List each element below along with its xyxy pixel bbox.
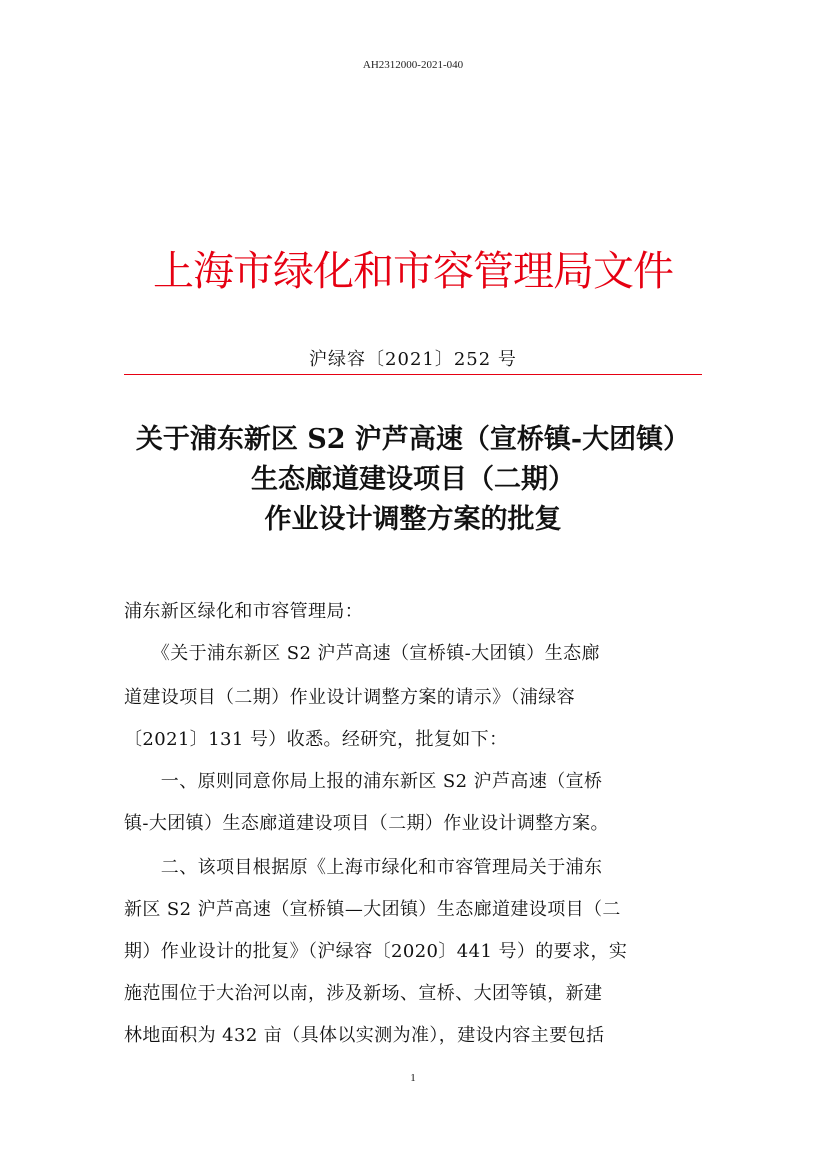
- body-line: 期）作业设计的批复》（沪绿容〔2020〕441 号）的要求，实: [124, 941, 628, 962]
- body-line: 施范围位于大治河以南，涉及新场、宣桥、大团等镇，新建: [124, 983, 603, 1004]
- body-line: 〔2021〕131 号）收悉。经研究，批复如下：: [124, 729, 508, 750]
- body-line: 《关于浦东新区 S2 沪芦高速（宣桥镇-大团镇）生态廊: [124, 643, 600, 664]
- body-line: 一、原则同意你局上报的浦东新区 S2 沪芦高速（宣桥: [124, 771, 603, 792]
- addressee: 浦东新区绿化和市容管理局：: [124, 601, 364, 622]
- document-title: [0, 420, 826, 540]
- body-line: 镇-大团镇）生态廊道建设项目（二期）作业设计调整方案。: [124, 813, 609, 834]
- title-line-2: 生态廊道建设项目（二期）: [251, 464, 575, 495]
- body-line: 新区 S2 沪芦高速（宣桥镇—大团镇）生态廊道建设项目（二: [124, 899, 621, 920]
- body-line: 道建设项目（二期）作业设计调整方案的请示》（浦绿容: [124, 687, 575, 708]
- issuing-authority-header: 上海市绿化和市容管理局文件: [153, 247, 673, 295]
- body-line: 林地面积为 432 亩（具体以实测为准），建设内容主要包括: [124, 1025, 605, 1046]
- page-number: 1: [410, 1072, 416, 1084]
- red-divider-line: [124, 374, 702, 375]
- body-line: 二、该项目根据原《上海市绿化和市容管理局关于浦东: [124, 857, 603, 878]
- title-line-3: 作业设计调整方案的批复: [264, 504, 562, 535]
- title-line-1: 关于浦东新区 S2 沪芦高速（宣桥镇-大团镇）: [135, 424, 691, 455]
- document-code: AH2312000-2021-040: [362, 59, 464, 71]
- document-number: 沪绿容〔2021〕252 号: [309, 349, 517, 370]
